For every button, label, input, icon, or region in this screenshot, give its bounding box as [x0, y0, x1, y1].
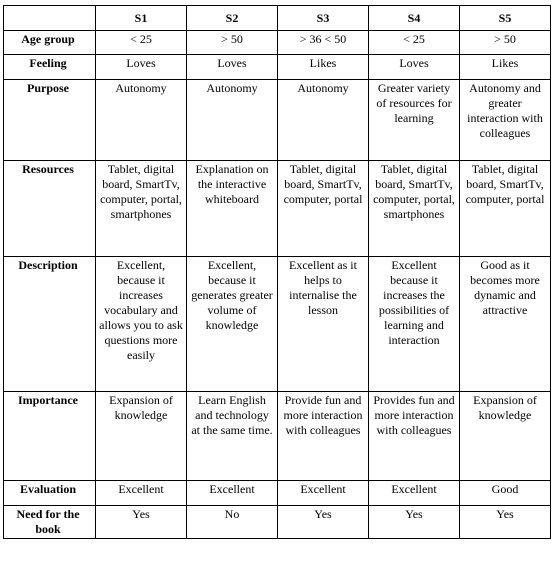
row-label-text: Evaluation [19, 482, 76, 496]
row-label [4, 161, 96, 257]
table-cell: > 36 < 50 [278, 31, 369, 55]
row-label [4, 55, 96, 80]
column-header-s3: S3 [278, 6, 369, 31]
table-cell: Loves [187, 55, 278, 80]
row-label [4, 481, 96, 506]
table-cell: > 50 [187, 31, 278, 55]
table-row-importance [4, 392, 551, 481]
table-cell: Expansion of knowledge [96, 392, 187, 481]
row-label-text: Purpose [27, 81, 69, 95]
table-cell: Explanation on the interactive whiteboard [187, 161, 278, 257]
table-cell: Excellent [96, 481, 187, 506]
table-cell: Tablet, digital board, SmartTv, computer, portal, smartphones [96, 161, 187, 257]
table-row-feeling [4, 55, 551, 80]
row-label [4, 392, 96, 481]
table-cell: Excellent because it increases the possibilities of learning and interaction [369, 257, 460, 392]
row-label [4, 80, 96, 161]
table-cell: Autonomy [96, 80, 187, 161]
table-cell: < 25 [96, 31, 187, 55]
row-label-text: Description [18, 258, 78, 272]
column-header-s4: S4 [369, 6, 460, 31]
row-label-text: Need for the book [16, 507, 80, 536]
table-row-description [4, 257, 551, 392]
row-label [4, 257, 96, 392]
table-row-purpose [4, 80, 551, 161]
table-cell: Learn English and technology at the same time. [187, 392, 278, 481]
table-cell: Yes [369, 506, 460, 539]
row-label [4, 506, 96, 539]
survey-table [3, 5, 551, 539]
table-cell: Yes [96, 506, 187, 539]
table-cell: Greater variety of resources for learning [369, 80, 460, 161]
table-cell: Provide fun and more interaction with colleagues [278, 392, 369, 481]
row-label-text: Feeling [29, 56, 67, 70]
table-cell: Tablet, digital board, SmartTv, computer, portal [278, 161, 369, 257]
corner-cell [4, 6, 96, 31]
table-cell: Yes [278, 506, 369, 539]
table-row-age-group [4, 31, 551, 55]
table-cell: Expansion of knowledge [460, 392, 551, 481]
table-row-resources [4, 161, 551, 257]
table-cell: Good [460, 481, 551, 506]
table-cell: Likes [278, 55, 369, 80]
table-cell: Yes [460, 506, 551, 539]
table-cell: > 50 [460, 31, 551, 55]
table-cell: Tablet, digital board, SmartTv, computer, portal, smartphones [369, 161, 460, 257]
table-cell: Tablet, digital board, SmartTv, computer, portal [460, 161, 551, 257]
table-header-row [4, 6, 551, 31]
row-label-text: Importance [18, 393, 78, 407]
table-cell: Excellent [369, 481, 460, 506]
table-cell: Likes [460, 55, 551, 80]
table-cell: Excellent, because it increases vocabulary and allows you to ask questions more easily [96, 257, 187, 392]
table-cell: Loves [96, 55, 187, 80]
table-cell: Excellent as it helps to internalise the lesson [278, 257, 369, 392]
table-cell: Excellent, because it generates greater volume of knowledge [187, 257, 278, 392]
table-cell: Provides fun and more interaction with colleagues [369, 392, 460, 481]
table-cell: Loves [369, 55, 460, 80]
table-row-evaluation [4, 481, 551, 506]
row-label-text: Age group [21, 32, 75, 46]
table-cell: Autonomy [187, 80, 278, 161]
table-cell: Excellent [278, 481, 369, 506]
row-label [4, 31, 96, 55]
table-cell: Autonomy and greater interaction with colleagues [460, 80, 551, 161]
row-label-text: Resources [22, 162, 74, 176]
column-header-s2: S2 [187, 6, 278, 31]
column-header-s5: S5 [460, 6, 551, 31]
table-cell: Autonomy [278, 80, 369, 161]
table-cell: Good as it becomes more dynamic and attractive [460, 257, 551, 392]
table-row-need-for-book [4, 506, 551, 539]
table-cell: Excellent [187, 481, 278, 506]
table-cell: < 25 [369, 31, 460, 55]
table-cell: No [187, 506, 278, 539]
column-header-s1: S1 [96, 6, 187, 31]
